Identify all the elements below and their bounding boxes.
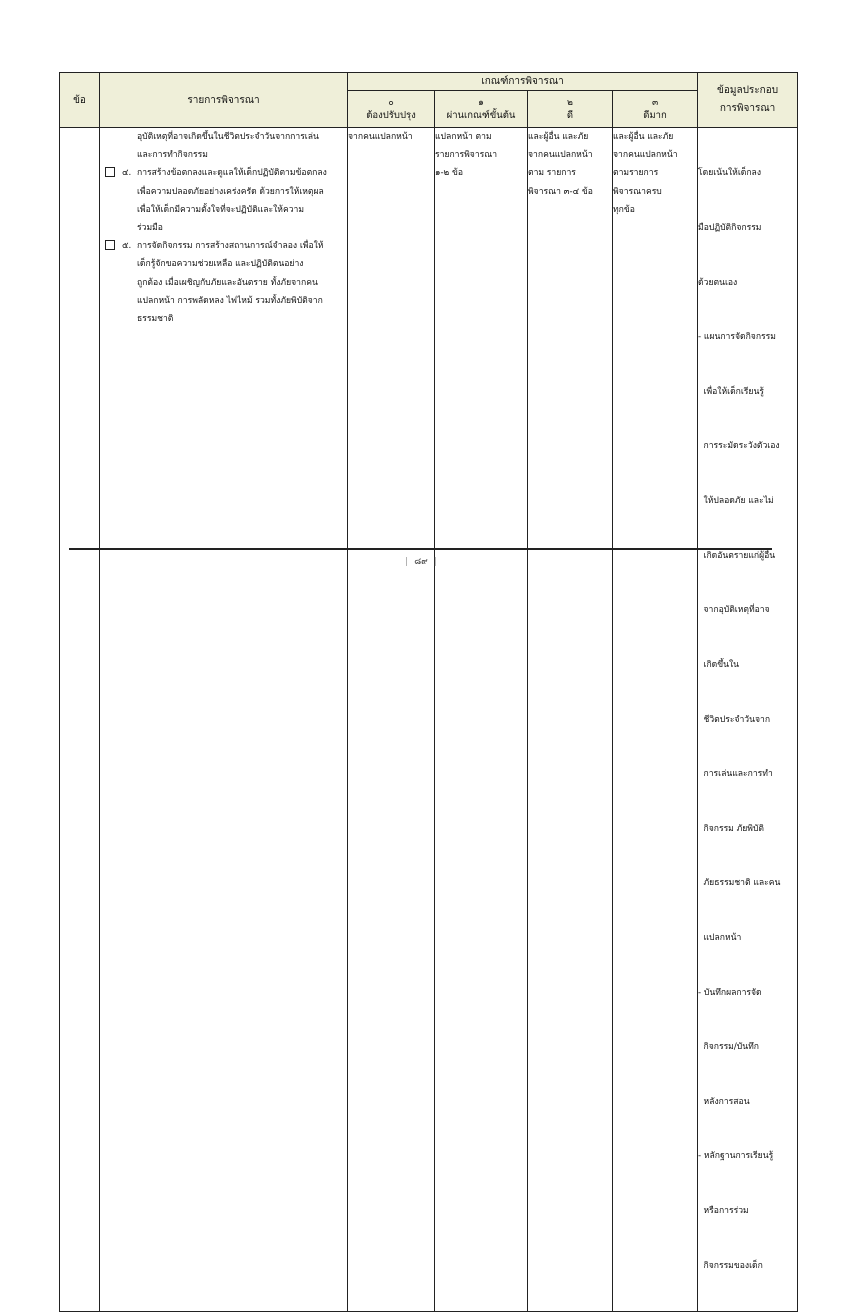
evidence-line: การเล่นและการทำ <box>698 769 773 780</box>
items-cell <box>100 128 348 1312</box>
evidence-line: ชีวิตประจำวันจาก <box>698 714 771 725</box>
level-3-text: ตามรายการ <box>613 168 659 179</box>
level-1-text: ๑-๒ ข้อ <box>435 168 463 179</box>
evidence-line: เพื่อให้เด็กเรียนรู้ <box>698 386 764 397</box>
level-3-number: ๓ <box>651 97 659 108</box>
header-level-0 <box>348 91 435 128</box>
page-number-left-bar: | <box>405 557 409 567</box>
header-level-1 <box>435 91 528 128</box>
intro-line: อุบัติเหตุที่อาจเกิดขึ้นในชีวิตประจำวันจากการเล่น <box>137 132 319 142</box>
level-2-label: ดี <box>566 109 574 121</box>
evidence-line: เกิดอันตรายแก่ผู้อื่น <box>698 550 776 561</box>
evidence-line: โดยเน้นให้เด็กลง <box>698 168 762 179</box>
item-4-line: การสร้างข้อตกลงและดูแลให้เด็กปฏิบัติตามข้อตกลง <box>137 168 327 179</box>
level-3-text: และผู้อื่น และภัย <box>613 132 674 142</box>
item-5-line: ธรรมชาติ <box>137 314 174 325</box>
evidence-line: การระมัดระวังตัวเอง <box>698 441 780 452</box>
item-4-number: ๔. <box>122 168 132 179</box>
row-number-cell <box>60 128 100 1312</box>
level-3-text: ทุกข้อ <box>613 204 635 215</box>
evidence-line: กิจกรรม ภัยพิบัติ <box>698 823 764 834</box>
header-evidence-line1: ข้อมูลประกอบ <box>717 85 779 96</box>
level-0-cell <box>348 128 435 1312</box>
level-0-label: ต้องปรับปรุง <box>366 109 416 121</box>
level-1-cell <box>435 128 528 1312</box>
level-2-text: จากคนแปลกหน้า <box>528 150 593 161</box>
list-item-4 <box>100 164 347 237</box>
level-3-text: พิจารณาครบ <box>613 186 662 197</box>
evidence-line: หลังการสอน <box>698 1096 750 1107</box>
level-0-text: จากคนแปลกหน้า <box>348 132 413 142</box>
header-items: รายการพิจารณา <box>100 73 348 128</box>
item-5-line: ถูกต้อง เมื่อเผชิญกับภัยและอันตราย ทั้งภัยจากคน <box>137 277 318 288</box>
list-item-5 <box>100 237 347 328</box>
page-number <box>0 554 842 568</box>
evidence-line: ให้ปลอดภัย และไม่ <box>698 496 774 507</box>
evidence-line: ภัยธรรมชาติ และคน <box>698 878 781 889</box>
level-2-text: พิจารณา ๓-๔ ข้อ <box>528 186 593 197</box>
header-evidence <box>698 73 798 128</box>
evidence-line: กิจกรรมของเด็ก <box>698 1260 763 1271</box>
level-2-text: ตาม รายการ <box>528 168 576 179</box>
level-2-text: และผู้อื่น และภัย <box>528 132 589 142</box>
evidence-line: เกิดขึ้นใน <box>698 659 740 670</box>
item-4-checkbox[interactable] <box>105 167 115 177</box>
level-3-text: จากคนแปลกหน้า <box>613 150 678 161</box>
evidence-line: หรือการร่วม <box>698 1205 749 1216</box>
item-4-line: ร่วมมือ <box>137 223 163 234</box>
item-5-line: เด็กรู้จักขอความช่วยเหลือ และปฏิบัติตนอย่าง <box>137 259 304 270</box>
header-level-2 <box>528 91 613 128</box>
level-2-number: ๒ <box>567 97 573 108</box>
assessment-table <box>59 72 798 1312</box>
header-no: ข้อ <box>60 73 100 128</box>
evidence-line: จากอุบัติเหตุที่อาจ <box>698 605 770 616</box>
level-3-cell <box>613 128 698 1312</box>
level-3-label: ดีมาก <box>643 109 667 121</box>
evidence-line: - บันทึกผลการจัด <box>698 987 762 998</box>
intro-text <box>100 128 347 164</box>
level-0-number: ๐ <box>388 97 394 108</box>
header-evidence-line2: การพิจารณา <box>719 103 776 114</box>
evidence-line: มือปฏิบัติกิจกรรม <box>698 223 762 234</box>
evidence-line: กิจกรรม/บันทึก <box>698 1042 759 1053</box>
item-4-line: เพื่อให้เด็กมีความตั้งใจที่จะปฏิบัติและให้ความ <box>137 204 305 215</box>
item-5-line: แปลกหน้า การพลัดหลง ไฟไหม้ รวมทั้งภัยพิบัติจาก <box>137 295 323 306</box>
item-5-line: การจัดกิจกรรม การสร้างสถานการณ์จำลอง เพื่อให้ <box>137 241 324 252</box>
item-5-checkbox[interactable] <box>105 240 115 250</box>
item-4-line: เพื่อความปลอดภัยอย่างเคร่งครัด ด้วยการให้เหตุผล <box>137 186 324 197</box>
footer-divider <box>69 548 772 550</box>
level-1-number: ๑ <box>478 97 484 108</box>
evidence-line: ด้วยตนเอง <box>698 277 738 288</box>
header-criteria: เกณฑ์การพิจารณา <box>348 73 698 91</box>
level-2-cell <box>528 128 613 1312</box>
intro-line: และการทำกิจกรรม <box>137 150 208 161</box>
header-level-3 <box>613 91 698 128</box>
evidence-line: - แผนการจัดกิจกรรม <box>698 332 776 343</box>
item-5-number: ๕. <box>122 241 132 252</box>
page-number-text: ๘๙ <box>414 557 428 567</box>
evidence-line: แปลกหน้า <box>698 932 742 943</box>
evidence-line: - หลักฐานการเรียนรู้ <box>698 1151 774 1162</box>
page-number-right-bar: | <box>433 557 437 567</box>
level-1-text: แปลกหน้า ตาม <box>435 132 492 142</box>
level-1-text: รายการพิจารณา <box>435 150 498 161</box>
evidence-cell <box>698 128 798 1312</box>
level-1-label: ผ่านเกณฑ์ขั้นต้น <box>446 109 516 121</box>
